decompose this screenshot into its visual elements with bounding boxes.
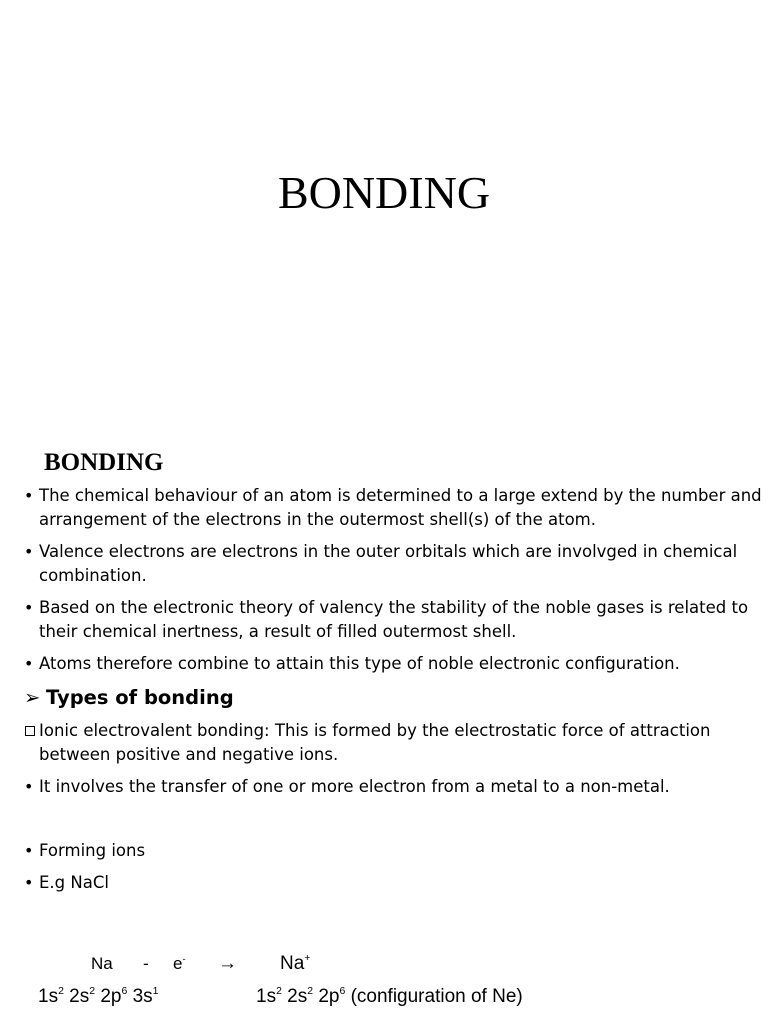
bullet-text: E.g NaCl [39,873,109,892]
square-bullet-icon [25,726,35,736]
bullet-icon: • [24,598,34,617]
orbital: $1s^2$ [256,986,282,1007]
list-item [24,484,764,532]
config-note: (configuration of Ne) [350,986,523,1007]
bullet-list [24,484,764,895]
electron-symbol: e [173,954,183,973]
product-term [280,952,310,976]
minus-sign: - [143,954,149,973]
product-symbol: Na [280,953,305,974]
bullet-text: Forming ions [39,841,146,860]
bullet-icon: • [24,654,34,673]
bullet-icon: • [24,841,34,860]
config-sodium [38,984,158,1010]
config-sodium-ion [256,984,523,1010]
reactant-na: Na [91,954,113,973]
bullet-text: It involves the transfer of one or more electron from a metal to a non-metal. [39,777,670,796]
section-heading: BONDING [44,449,164,476]
bullet-icon: • [24,486,34,505]
bullet-text: Valence electrons are electrons in the outer orbitals which are involvged in chemical combination. [39,542,738,585]
bullet-icon: • [24,777,34,796]
orbital: $2p^6$ [100,986,128,1007]
list-item [24,652,764,676]
types-heading [24,685,764,711]
orbital: $1s^2$ [38,986,64,1007]
bullet-text: The chemical behaviour of an atom is determined to a large extend by the number and arrangement of the electrons in the outermost shell(s) of the atom. [39,486,762,529]
list-item [24,719,764,767]
orbital: $2s^2$ [69,986,96,1007]
electron-term [173,952,186,976]
bullet-icon: • [24,542,34,561]
bullet-text: Based on the electronic theory of valency the stability of the noble gases is related to their chemical inertness, a result of filled outermost shell. [39,598,749,641]
orbital: $2s^2$ [287,986,314,1007]
electron-charge: - [182,954,186,964]
list-item [24,839,764,863]
arrow-bullet-icon: ➢ [24,686,41,709]
slide-title: BONDING [277,167,491,218]
orbital: $2p^6$ [318,986,346,1007]
bullet-icon: • [24,873,34,892]
types-heading-text: Types of bonding [46,686,234,709]
list-item [24,775,764,799]
blank-line [24,799,764,831]
list-item [24,596,764,644]
bullet-text: Ionic electrovalent bonding: This is formed by the electrostatic force of attraction between positive and negative ions. [39,721,711,764]
list-item [24,871,764,895]
bullet-text: Atoms therefore combine to attain this type of noble electronic configuration. [39,654,680,673]
product-charge: + [304,953,311,965]
list-item [24,540,764,588]
orbital: $3s^1$ [132,986,159,1007]
reaction-arrow: → [218,953,237,974]
